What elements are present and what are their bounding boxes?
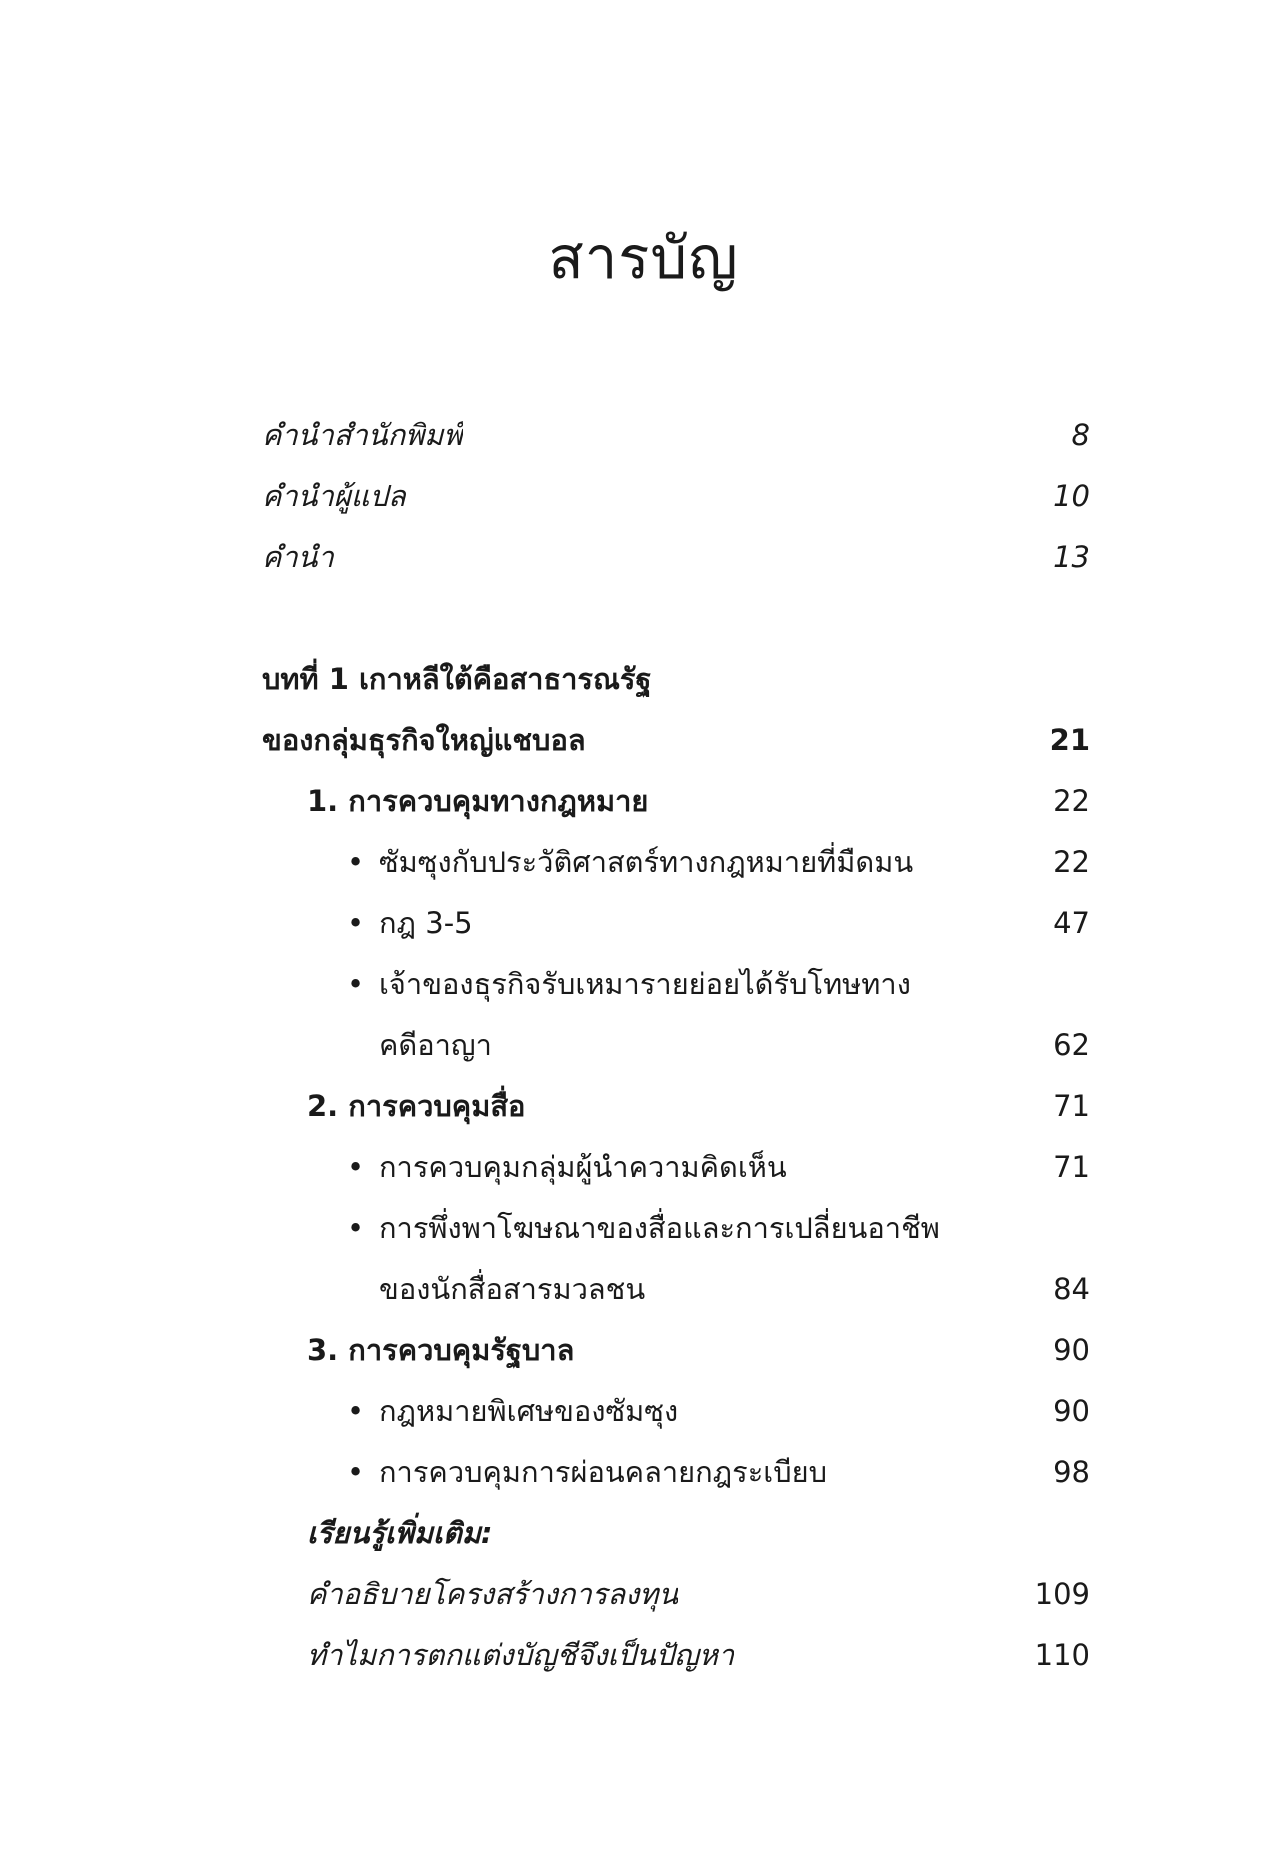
toc-item[interactable]: [262, 832, 1090, 893]
section-label: 1. การควบคุมทางกฎหมาย: [307, 784, 649, 818]
further-reading-heading: [262, 1503, 1090, 1564]
toc-item-continuation[interactable]: [262, 1259, 1090, 1320]
toc-item[interactable]: [262, 1442, 1090, 1503]
toc-item-label: การควบคุมกลุ่มผู้นำความคิดเห็น: [379, 1150, 787, 1184]
toc-entry-page: 22: [1053, 784, 1090, 818]
toc-item-label: เจ้าของธุรกิจรับเหมารายย่อยได้รับโทษทาง: [379, 967, 911, 1001]
toc-entry-page: 90: [1053, 1333, 1090, 1367]
bullet-icon: •: [347, 1394, 365, 1428]
toc-item-label: กฎ 3-5: [379, 906, 473, 940]
toc-entry-page: 84: [1053, 1272, 1090, 1306]
toc-entry-label: คำนำผู้แปล: [262, 479, 406, 513]
toc-entry-page: 10: [1053, 479, 1090, 513]
toc-item[interactable]: [262, 893, 1090, 954]
bullet-icon: •: [347, 1211, 365, 1245]
table-of-contents: [262, 405, 1090, 1686]
toc-chapter-title-line1[interactable]: [262, 649, 1090, 710]
toc-item[interactable]: [262, 1137, 1090, 1198]
toc-entry-translator-preface[interactable]: [262, 466, 1090, 527]
toc-entry-page: 8: [1071, 418, 1090, 452]
further-reading-heading-label: เรียนรู้เพิ่มเติม:: [307, 1516, 493, 1550]
toc-item[interactable]: [262, 1381, 1090, 1442]
toc-entry-page: 110: [1034, 1638, 1090, 1672]
toc-item-label: การพึ่งพาโฆษณาของสื่อและการเปลี่ยนอาชีพ: [379, 1211, 940, 1245]
toc-section-1[interactable]: [262, 771, 1090, 832]
bullet-icon: •: [347, 1150, 365, 1184]
toc-further-reading-item[interactable]: [262, 1625, 1090, 1686]
bullet-icon: •: [347, 1455, 365, 1489]
chapter-title: บทที่ 1 เกาหลีใต้คือสาธารณรัฐ: [262, 662, 652, 696]
toc-entry-page: 62: [1053, 1028, 1090, 1062]
toc-entry-label: คำนำสำนักพิมพ์: [262, 418, 463, 452]
bullet-icon: •: [347, 845, 365, 879]
toc-item-continuation[interactable]: [262, 1015, 1090, 1076]
toc-item-label: คำอธิบายโครงสร้างการลงทุน: [307, 1577, 679, 1611]
toc-entry-page: 13: [1053, 540, 1090, 574]
toc-item-label: การควบคุมการผ่อนคลายกฎระเบียบ: [379, 1455, 828, 1489]
toc-entry-page: 109: [1034, 1577, 1090, 1611]
toc-entry-page: 98: [1053, 1455, 1090, 1489]
bullet-icon: •: [347, 906, 365, 940]
spacer: [262, 588, 1090, 649]
section-label: 2. การควบคุมสื่อ: [307, 1089, 526, 1123]
toc-entry-page: 21: [1049, 723, 1090, 757]
toc-entry-page: 71: [1053, 1089, 1090, 1123]
chapter-title: ของกลุ่มธุรกิจใหญ่แชบอล: [262, 723, 586, 757]
toc-entry-page: 71: [1053, 1150, 1090, 1184]
toc-entry-publisher-preface[interactable]: [262, 405, 1090, 466]
toc-entry-preface[interactable]: [262, 527, 1090, 588]
section-label: 3. การควบคุมรัฐบาล: [307, 1333, 575, 1367]
toc-chapter-title-line2[interactable]: [262, 710, 1090, 771]
toc-entry-page: 90: [1053, 1394, 1090, 1428]
toc-item[interactable]: [262, 1198, 1090, 1259]
toc-further-reading-item[interactable]: [262, 1564, 1090, 1625]
toc-section-2[interactable]: [262, 1076, 1090, 1137]
toc-item-label: ซัมซุงกับประวัติศาสตร์ทางกฎหมายที่มืดมน: [379, 845, 914, 879]
toc-item-label: ของนักสื่อสารมวลชน: [379, 1272, 646, 1306]
bullet-icon: •: [347, 967, 365, 1001]
toc-section-3[interactable]: [262, 1320, 1090, 1381]
toc-item[interactable]: [262, 954, 1090, 1015]
toc-entry-page: 47: [1053, 906, 1090, 940]
toc-item-label: ทำไมการตกแต่งบัญชีจึงเป็นปัญหา: [307, 1638, 735, 1672]
toc-entry-page: 22: [1053, 845, 1090, 879]
toc-item-label: กฎหมายพิเศษของซัมซุง: [379, 1394, 679, 1428]
toc-item-label: คดีอาญา: [379, 1028, 492, 1062]
page-title: สารบัญ: [548, 224, 739, 292]
toc-entry-label: คำนำ: [262, 540, 334, 574]
